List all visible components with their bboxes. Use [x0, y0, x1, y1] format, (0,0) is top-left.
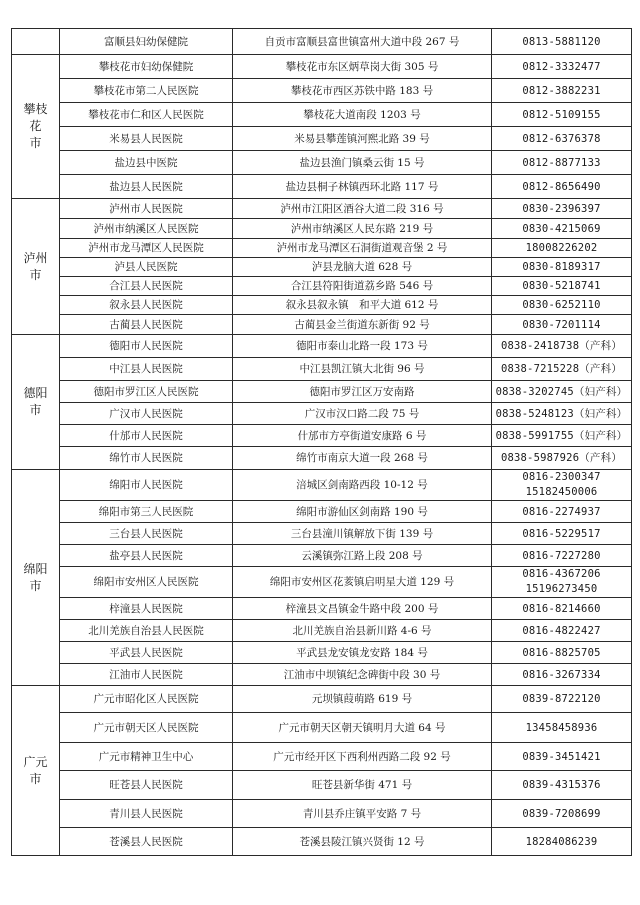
phone-number: 0812-8877133 [522, 156, 601, 169]
hospital-directory-sheet [11, 28, 632, 856]
address-cell: 德阳市罗江区万安南路 [233, 381, 492, 403]
address-cell: 中江县凯江镇大北街 96 号 [233, 358, 492, 381]
phone-number: 0830-4215069 [522, 222, 601, 235]
phone-number: 0838-3202745（妇产科） [495, 385, 628, 398]
address-cell: 北川羌族自治县新川路 4-6 号 [233, 620, 492, 642]
phone-cell [492, 175, 632, 199]
phone-cell [492, 239, 632, 258]
phone-number: 13458458936 [525, 721, 598, 734]
phone-number: 0816-8214660 [522, 602, 601, 615]
hospital-name-cell: 盐边县人民医院 [60, 175, 233, 199]
city-cell: 泸州市 [12, 199, 60, 335]
phone-cell [492, 567, 632, 598]
address-cell: 泸州市龙马潭区石洞街道观音堡 2 号 [233, 239, 492, 258]
table-row [12, 686, 632, 713]
table-row [12, 381, 632, 403]
hospital-name-cell: 什邡市人民医院 [60, 425, 233, 447]
phone-cell [492, 358, 632, 381]
phone-number: 18008226202 [525, 242, 598, 254]
address-cell: 盐边县渔门镇桑云街 15 号 [233, 151, 492, 175]
table-row [12, 642, 632, 664]
hospital-name-cell: 泸州市龙马潭区人民医院 [60, 239, 233, 258]
hospital-name-cell: 攀枝花市妇幼保健院 [60, 55, 233, 79]
phone-cell [492, 296, 632, 315]
hospital-name-cell: 广元市朝天区人民医院 [60, 713, 233, 743]
phone-number: 0816-2300347 [522, 471, 601, 483]
table-row [12, 800, 632, 828]
phone-cell [492, 425, 632, 447]
phone-number: 0816-5229517 [522, 527, 601, 540]
hospital-name-cell: 中江县人民医院 [60, 358, 233, 381]
address-cell: 攀枝花大道南段 1203 号 [233, 103, 492, 127]
hospital-name-cell: 古蔺县人民医院 [60, 315, 233, 335]
table-row [12, 151, 632, 175]
phone-number: 0838-5987926（产科） [500, 452, 623, 464]
hospital-name-cell: 攀枝花市第二人民医院 [60, 79, 233, 103]
phone-number: 0816-4367206 [522, 568, 601, 580]
hospital-name-cell: 苍溪县人民医院 [60, 828, 233, 856]
address-cell: 青川县乔庄镇平安路 7 号 [233, 800, 492, 828]
address-cell: 广汉市汉口路二段 75 号 [233, 403, 492, 425]
address-cell: 绵阳市游仙区剑南路 190 号 [233, 501, 492, 523]
phone-cell [492, 79, 632, 103]
address-cell: 合江县符阳街道荔乡路 546 号 [233, 277, 492, 296]
phone-number: 0839-4315376 [522, 779, 601, 791]
hospital-name-cell: 泸县人民医院 [60, 258, 233, 277]
address-cell: 泸县龙脑大道 628 号 [233, 258, 492, 277]
table-row [12, 127, 632, 151]
phone-cell [492, 800, 632, 828]
table-row [12, 545, 632, 567]
phone-number: 0830-5218741 [522, 280, 601, 292]
hospital-name-cell: 泸州市人民医院 [60, 199, 233, 219]
hospital-name-cell: 广汉市人民医院 [60, 403, 233, 425]
phone-cell [492, 29, 632, 55]
phone-cell [492, 743, 632, 771]
table-row [12, 470, 632, 501]
phone-cell [492, 686, 632, 713]
address-cell: 云溪镇弥江路上段 208 号 [233, 545, 492, 567]
table-row [12, 523, 632, 545]
phone-number: 0812-3882231 [522, 84, 601, 97]
hospital-name-cell: 叙永县人民医院 [60, 296, 233, 315]
address-cell: 元坝镇葭萌路 619 号 [233, 686, 492, 713]
phone-cell [492, 277, 632, 296]
phone-number: 0812-8656490 [522, 180, 601, 193]
hospital-name-cell: 平武县人民医院 [60, 642, 233, 664]
table-row [12, 598, 632, 620]
phone-cell [492, 664, 632, 686]
hospital-name-cell: 青川县人民医院 [60, 800, 233, 828]
phone-number: 0813-5881120 [522, 35, 601, 48]
phone-cell [492, 447, 632, 470]
hospital-name-cell: 广元市昭化区人民医院 [60, 686, 233, 713]
city-cell: 攀枝花 市 [12, 55, 60, 199]
hospital-name-cell: 北川羌族自治县人民医院 [60, 620, 233, 642]
hospital-name-cell: 盐边县中医院 [60, 151, 233, 175]
table-row [12, 567, 632, 598]
table-row [12, 199, 632, 219]
hospital-name-cell: 米易县人民医院 [60, 127, 233, 151]
phone-number: 0816-8825705 [522, 646, 601, 659]
hospital-name-cell: 盐亭县人民医院 [60, 545, 233, 567]
phone-cell [492, 219, 632, 239]
phone-cell [492, 470, 632, 501]
hospital-table [11, 28, 632, 856]
city-cell: 广元市 [12, 686, 60, 856]
phone-number: 18284086239 [525, 835, 598, 848]
address-cell: 平武县龙安镇龙安路 184 号 [233, 642, 492, 664]
phone-number: 0812-5109155 [522, 108, 601, 121]
table-row [12, 219, 632, 239]
table-row [12, 620, 632, 642]
address-cell: 苍溪县陵江镇兴贤街 12 号 [233, 828, 492, 856]
hospital-name-cell: 绵阳市第三人民医院 [60, 501, 233, 523]
phone-number: 0816-7227280 [522, 549, 601, 562]
phone-cell [492, 545, 632, 567]
city-cell [12, 29, 60, 55]
table-row [12, 29, 632, 55]
address-cell: 泸州市江阳区酒谷大道二段 316 号 [233, 199, 492, 219]
table-row [12, 664, 632, 686]
hospital-name-cell: 德阳市人民医院 [60, 335, 233, 358]
phone-cell [492, 713, 632, 743]
table-row [12, 258, 632, 277]
address-cell: 广元市朝天区朝天镇明月大道 64 号 [233, 713, 492, 743]
hospital-name-cell: 梓潼县人民医院 [60, 598, 233, 620]
phone-number: 0838-2418738（产科） [500, 340, 623, 352]
hospital-name-cell: 江油市人民医院 [60, 664, 233, 686]
phone-cell [492, 151, 632, 175]
phone-cell [492, 771, 632, 800]
table-row [12, 425, 632, 447]
phone-cell [492, 55, 632, 79]
phone-number: 0838-5991755（妇产科） [495, 429, 628, 442]
phone-number: 0839-8722120 [522, 693, 601, 705]
address-cell: 德阳市泰山北路一段 173 号 [233, 335, 492, 358]
address-cell: 涪城区剑南路西段 10-12 号 [233, 470, 492, 501]
table-row [12, 239, 632, 258]
phone-cell [492, 828, 632, 856]
hospital-table-body [12, 29, 632, 856]
hospital-name-cell: 泸州市纳溪区人民医院 [60, 219, 233, 239]
address-cell: 什邡市方亭街道安康路 6 号 [233, 425, 492, 447]
hospital-name-cell: 合江县人民医院 [60, 277, 233, 296]
phone-number: 0838-7215228（产科） [500, 363, 623, 375]
table-row [12, 79, 632, 103]
phone-number: 0812-6376378 [522, 132, 601, 145]
phone-cell [492, 523, 632, 545]
phone-cell [492, 199, 632, 219]
phone-cell [492, 335, 632, 358]
city-cell: 德阳市 [12, 335, 60, 470]
hospital-name-cell: 绵竹市人民医院 [60, 447, 233, 470]
table-row [12, 315, 632, 335]
address-cell: 叙永县叙永镇 和平大道 612 号 [233, 296, 492, 315]
phone-cell [492, 258, 632, 277]
phone-number: 0812-3332477 [522, 60, 601, 73]
phone-cell [492, 403, 632, 425]
phone-number: 0838-5248123（妇产科） [495, 407, 628, 420]
city-cell: 绵阳市 [12, 470, 60, 686]
address-cell: 攀枝花市东区炳草岗大街 305 号 [233, 55, 492, 79]
phone-number: 0830-6252110 [522, 299, 601, 311]
phone-cell [492, 642, 632, 664]
phone-number: 0816-4822427 [522, 624, 601, 637]
phone-number: 15182450006 [525, 486, 598, 498]
hospital-name-cell: 富顺县妇幼保健院 [60, 29, 233, 55]
hospital-name-cell: 旺苍县人民医院 [60, 771, 233, 800]
address-cell: 盐边县桐子林镇西环北路 117 号 [233, 175, 492, 199]
table-row [12, 335, 632, 358]
table-row [12, 447, 632, 470]
phone-cell [492, 103, 632, 127]
phone-cell [492, 315, 632, 335]
address-cell: 泸州市纳溪区人民东路 219 号 [233, 219, 492, 239]
phone-number: 0839-7208699 [522, 807, 601, 820]
hospital-name-cell: 绵阳市人民医院 [60, 470, 233, 501]
table-row [12, 771, 632, 800]
table-row [12, 175, 632, 199]
address-cell: 绵竹市南京大道一段 268 号 [233, 447, 492, 470]
table-row [12, 501, 632, 523]
phone-number: 0830-2396397 [522, 202, 601, 215]
phone-cell [492, 381, 632, 403]
hospital-name-cell: 三台县人民医院 [60, 523, 233, 545]
table-row [12, 103, 632, 127]
address-cell: 攀枝花市西区苏铁中路 183 号 [233, 79, 492, 103]
address-cell: 三台县潼川镇解放下街 139 号 [233, 523, 492, 545]
address-cell: 自贡市富顺县富世镇富州大道中段 267 号 [233, 29, 492, 55]
hospital-name-cell: 攀枝花市仁和区人民医院 [60, 103, 233, 127]
hospital-name-cell: 广元市精神卫生中心 [60, 743, 233, 771]
address-cell: 旺苍县新华街 471 号 [233, 771, 492, 800]
address-cell: 江油市中坝镇纪念碑街中段 30 号 [233, 664, 492, 686]
phone-number: 0839-3451421 [522, 750, 601, 763]
phone-number: 0816-2274937 [522, 505, 601, 518]
phone-number: 15196273450 [525, 583, 598, 595]
table-row [12, 828, 632, 856]
table-row [12, 358, 632, 381]
phone-cell [492, 127, 632, 151]
phone-number: 0830-8189317 [522, 261, 601, 273]
phone-cell [492, 598, 632, 620]
phone-cell [492, 501, 632, 523]
table-row [12, 713, 632, 743]
phone-number: 0830-7201114 [522, 318, 601, 331]
phone-cell [492, 620, 632, 642]
hospital-name-cell: 德阳市罗江区人民医院 [60, 381, 233, 403]
table-row [12, 55, 632, 79]
address-cell: 梓潼县文昌镇金牛路中段 200 号 [233, 598, 492, 620]
address-cell: 广元市经开区下西利州西路二段 92 号 [233, 743, 492, 771]
table-row [12, 403, 632, 425]
table-row [12, 296, 632, 315]
hospital-name-cell: 绵阳市安州区人民医院 [60, 567, 233, 598]
table-row [12, 743, 632, 771]
address-cell: 米易县攀莲镇河熙北路 39 号 [233, 127, 492, 151]
phone-number: 0816-3267334 [522, 668, 601, 681]
address-cell: 绵阳市安州区花荄镇启明星大道 129 号 [233, 567, 492, 598]
table-row [12, 277, 632, 296]
address-cell: 古蔺县金兰街道东新街 92 号 [233, 315, 492, 335]
